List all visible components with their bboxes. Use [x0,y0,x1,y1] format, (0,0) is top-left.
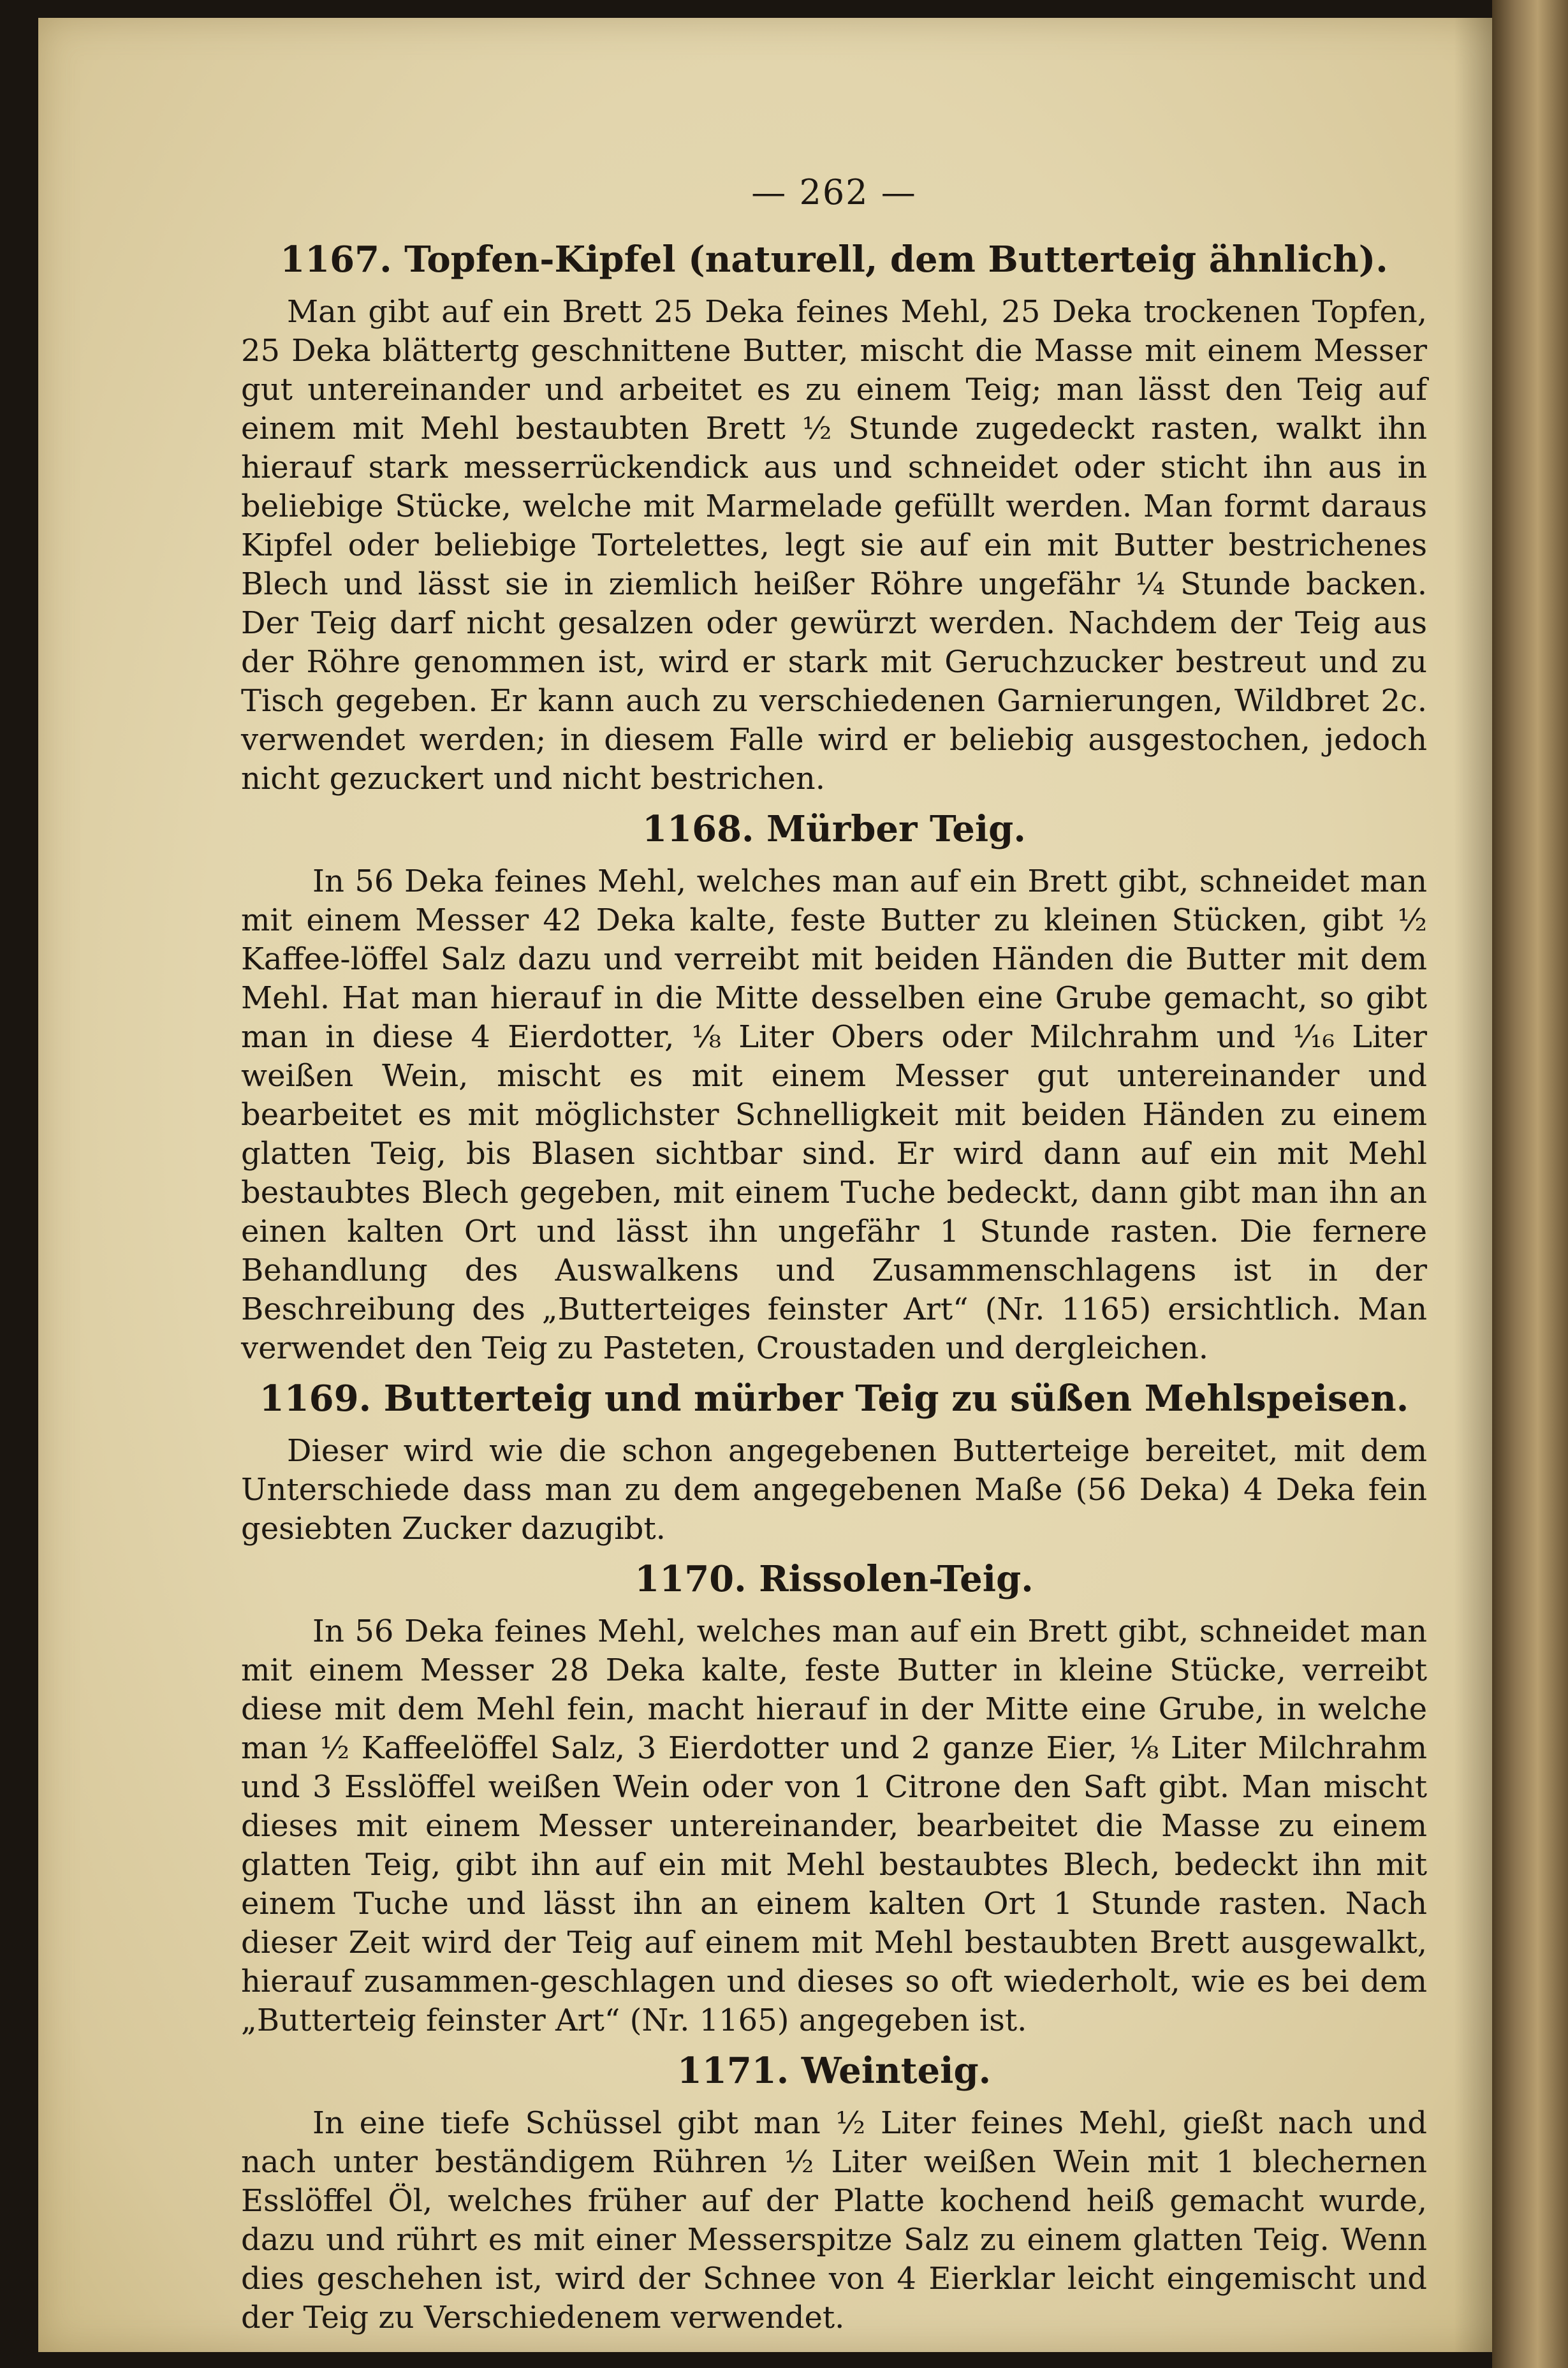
recipe-text-1169: Dieser wird wie die schon angegebenen Butterteige bereitet, mit dem Unterschiede dass man zu dem angegebenen Maße (56 Deka) 4 Deka fein gesiebten Zucker dazugibt. [241,1433,1427,1547]
recipe-heading-1170: 1170. Rissolen-Teig. [634,1558,1034,1600]
recipe-heading-1169: 1169. Butterteig und mürber Teig zu süßen Mehlspeisen. [259,1378,1409,1420]
recipe-heading-1171: 1171. Weinteig. [677,2050,992,2092]
recipe-text-1167: Man gibt auf ein Brett 25 Deka feines Mehl, 25 Deka trockenen Topfen, 25 Deka blättertg geschnittene Butter, mischt die Masse mit einem Messer gut untereinander und arbeitet es zu einem Teig; man lässt den Teig auf einem mit Mehl bestaubten Brett ½ Stunde zugedeckt rasten, walkt ihn hierauf stark messerrückendick aus und schneidet oder sticht ihn aus in beliebige Stücke, welche mit Marmelade gefüllt werden. Man formt daraus Kipfel oder beliebige Tortelettes, legt sie auf ein mit Butter bestrichenes Blech und lässt sie in ziemlich heißer Röhre ungefähr ¼ Stunde backen. Der Teig darf nicht gesalzen oder gewürzt werden. Nachdem der Teig aus der Röhre genommen ist, wird er stark mit Geruchzucker bestreut und zu Tisch gegeben. Er kann auch zu verschiedenen Garnierungen, Wildbret 2c. verwendet werden; in diesem Falle wird er beliebig ausgestochen, jedoch nicht gezuckert und nicht bestrichen. [241,294,1427,797]
book-spine [1492,0,1568,2368]
page-number: — 262 — [751,172,917,212]
page-text-block [241,172,1427,2337]
recipe-heading-1167: 1167. Topfen-Kipfel (naturell, dem Butterteig ähnlich). [280,239,1388,281]
recipe-text-1168: In 56 Deka feines Mehl, welches man auf ein Brett gibt, schneidet man mit einem Messer 42 Deka kalte, feste Butter zu kleinen Stücken, gibt ½ Kaffee-löffel Salz dazu und verreibt mit beiden Händen die Butter mit dem Mehl. Hat man hierauf in die Mitte desselben eine Grube gemacht, so gibt man in diese 4 Eierdotter, ⅛ Liter Obers oder Milchrahm und ¹⁄₁₆ Liter weißen Wein, mischt es mit einem Messer gut untereinander und bearbeitet es mit möglichster Schnelligkeit mit beiden Händen zu einem glatten Teig, bis Blasen sichtbar sind. Er wird dann auf ein mit Mehl bestaubtes Blech gegeben, mit einem Tuche bedeckt, dann gibt man ihn an einen kalten Ort und lässt ihn ungefähr 1 Stunde rasten. Die fernere Behandlung des Auswalkens und Zusammenschlagens ist in der Beschreibung des „Butterteiges feinster Art“ (Nr. 1165) ersichtlich. Man verwendet den Teig zu Pasteten, Croustaden und dergleichen. [241,864,1427,1366]
recipe-heading-1168: 1168. Mürber Teig. [642,808,1026,850]
recipe-text-1170: In 56 Deka feines Mehl, welches man auf ein Brett gibt, schneidet man mit einem Messer 28 Deka kalte, feste Butter in kleine Stücke, verreibt diese mit dem Mehl fein, macht hierauf in der Mitte eine Grube, in welche man ½ Kaffeelöffel Salz, 3 Eierdotter und 2 ganze Eier, ⅛ Liter Milchrahm und 3 Esslöffel weißen Wein oder von 1 Citrone den Saft gibt. Man mischt dieses mit einem Messer untereinander, bearbeitet die Masse zu einem glatten Teig, gibt ihn auf ein mit Mehl bestaubtes Blech, bedeckt ihn mit einem Tuche und lässt ihn an einem kalten Ort 1 Stunde rasten. Nach dieser Zeit wird der Teig auf einem mit Mehl bestaubten Brett ausgewalkt, hierauf zusammen-geschlagen und dieses so oft wiederholt, wie es bei dem „Butterteig feinster Art“ (Nr. 1165) angegeben ist. [241,1614,1427,2038]
recipe-text-1171: In eine tiefe Schüssel gibt man ½ Liter feines Mehl, gießt nach und nach unter beständigem Rühren ½ Liter weißen Wein mit 1 blechernen Esslöffel Öl, welches früher auf der Platte kochend heiß gemacht wurde, dazu und rührt es mit einer Messerspitze Salz zu einem glatten Teig. Wenn dies geschehen ist, wird der Schnee von 4 Eierklar leicht eingemischt und der Teig zu Verschiedenem verwendet. [241,2105,1427,2335]
